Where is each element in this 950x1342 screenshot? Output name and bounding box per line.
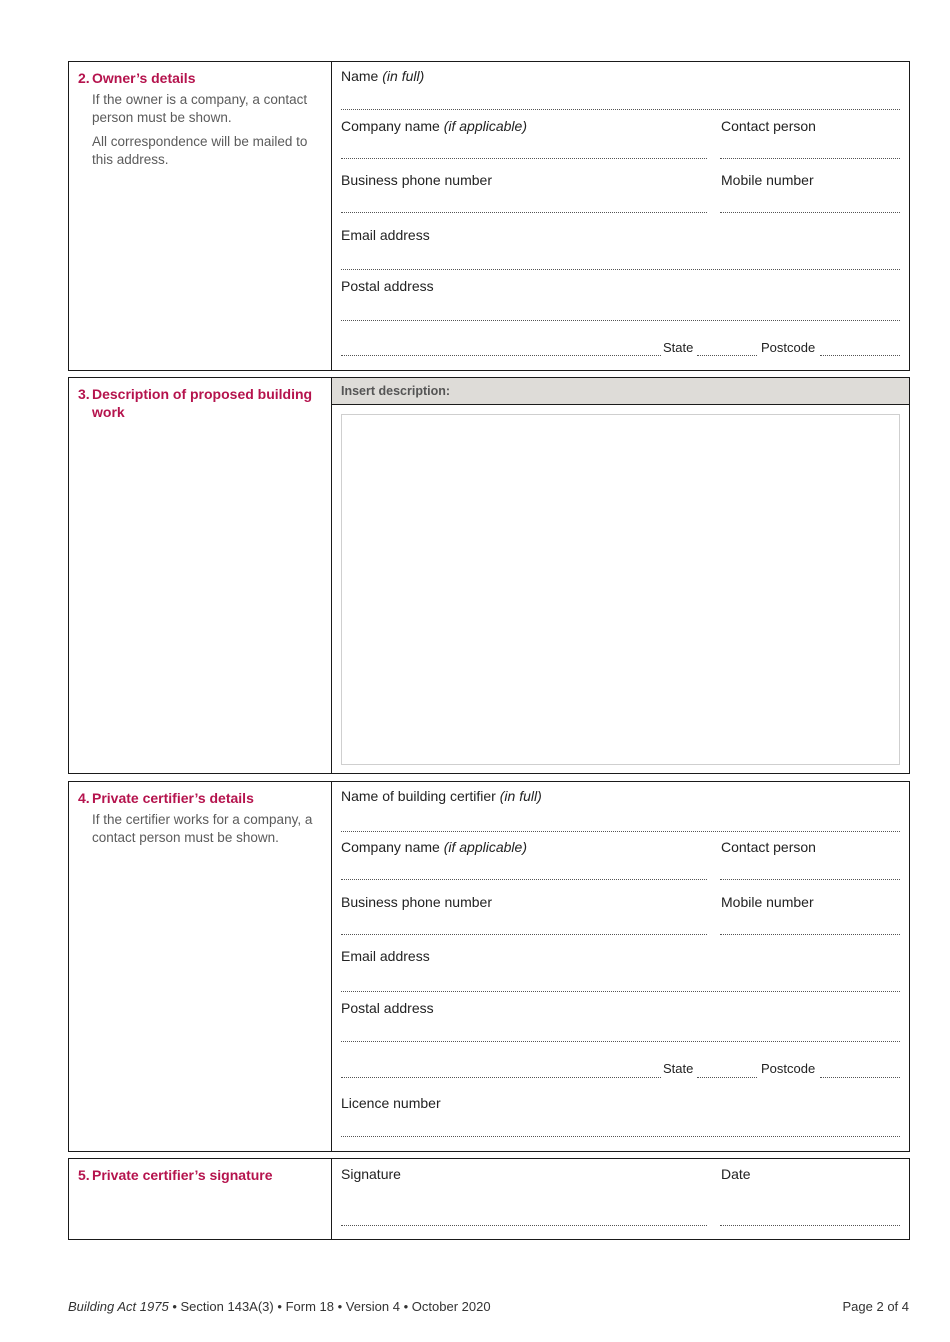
certifier-email-field[interactable] — [341, 991, 900, 992]
certifier-email-label: Email address — [341, 948, 430, 964]
licence-number-label: Licence number — [341, 1095, 441, 1111]
owner-mobile-label: Mobile number — [721, 172, 814, 188]
description-section — [68, 377, 910, 774]
separator-bullet: • — [277, 1299, 282, 1314]
footer-form-reference — [68, 1299, 491, 1314]
separator-bullet: • — [337, 1299, 343, 1314]
section-title — [78, 69, 321, 87]
certifier-mobile-label: Mobile number — [721, 894, 814, 910]
description-heading-cell — [69, 378, 332, 773]
certifier-mobile-field[interactable] — [720, 934, 900, 935]
date-field[interactable] — [720, 1225, 900, 1226]
owner-mobile-field[interactable] — [720, 212, 900, 213]
certifier-company-note: If the certifier works for a company, a contact person must be shown. — [92, 812, 313, 845]
owner-business-phone-field[interactable] — [341, 212, 707, 213]
owner-details-section — [68, 61, 910, 371]
section-title-text: Description of proposed building work — [92, 386, 313, 420]
owner-email-field[interactable] — [341, 269, 900, 270]
owner-postal-field-2[interactable] — [341, 355, 661, 356]
owner-details-heading-cell — [69, 62, 332, 370]
section-title — [78, 1166, 321, 1184]
section-title-text: Private certifier’s details — [92, 790, 254, 806]
separator-bullet: • — [172, 1299, 177, 1314]
certifier-state-field[interactable] — [697, 1077, 757, 1078]
owner-postcode-label: Postcode — [761, 340, 816, 355]
act-title: Building Act 1975 — [68, 1299, 169, 1314]
section-number: 2. — [78, 70, 90, 86]
owner-company-label: Company name (if applicable) — [341, 118, 527, 134]
section-number: 3. — [78, 386, 90, 402]
owner-contact-field[interactable] — [720, 158, 900, 159]
section-title-text: Owner’s details — [92, 70, 196, 86]
section-number: 4. — [78, 790, 90, 806]
licence-number-field[interactable] — [341, 1136, 900, 1137]
certifier-name-field[interactable] — [341, 831, 900, 832]
signature-heading-cell — [69, 1159, 332, 1239]
certifier-business-phone-field[interactable] — [341, 934, 707, 935]
signature-label: Signature — [341, 1166, 401, 1182]
owner-contact-label: Contact person — [721, 118, 816, 134]
date-label: Date — [721, 1166, 751, 1182]
version-number: Version 4 — [345, 1299, 400, 1314]
certifier-postcode-field[interactable] — [820, 1077, 900, 1078]
certifier-details-fields — [332, 782, 909, 1151]
owner-state-field[interactable] — [697, 355, 757, 356]
certifier-business-phone-label: Business phone number — [341, 894, 492, 910]
certifier-state-label: State — [663, 1061, 694, 1076]
section-title-text: Private certifier’s signature — [92, 1167, 273, 1183]
owner-postcode-field[interactable] — [820, 355, 900, 356]
certifier-postal-field-2[interactable] — [341, 1077, 661, 1078]
description-header — [332, 378, 909, 405]
description-fields — [332, 378, 909, 773]
owner-postal-label: Postal address — [341, 278, 434, 294]
signature-field[interactable] — [341, 1225, 707, 1226]
owner-name-label: Name (in full) — [341, 68, 425, 84]
certifier-postcode-label: Postcode — [761, 1061, 816, 1076]
description-textarea[interactable] — [341, 414, 900, 765]
owner-email-label: Email address — [341, 227, 430, 243]
certifier-contact-label: Contact person — [721, 839, 816, 855]
signature-section — [68, 1158, 910, 1240]
signature-fields — [332, 1159, 909, 1239]
owner-postal-field[interactable] — [341, 320, 900, 321]
section-number: 5. — [78, 1167, 90, 1183]
certifier-company-label: Company name (if applicable) — [341, 839, 527, 855]
separator-bullet: • — [403, 1299, 409, 1314]
owner-business-phone-label: Business phone number — [341, 172, 492, 188]
insert-description-label: Insert description: — [341, 384, 451, 398]
certifier-contact-field[interactable] — [720, 879, 900, 880]
version-date: October 2020 — [411, 1299, 491, 1314]
certifier-postal-field[interactable] — [341, 1041, 900, 1042]
section-reference: Section 143A(3) — [180, 1299, 274, 1314]
certifier-details-heading-cell — [69, 782, 332, 1151]
owner-state-label: State — [663, 340, 694, 355]
certifier-name-label: Name of building certifier (in full) — [341, 788, 542, 804]
owner-details-fields — [332, 62, 909, 370]
correspondence-note: All correspondence will be mailed to this address. — [92, 134, 308, 167]
owner-company-note: If the owner is a company, a contact person must be shown. — [92, 92, 308, 125]
owner-company-field[interactable] — [341, 158, 707, 159]
certifier-details-section — [68, 781, 910, 1152]
form-number: Form 18 — [285, 1299, 334, 1314]
certifier-postal-label: Postal address — [341, 1000, 434, 1016]
section-title — [78, 789, 321, 807]
owner-name-field[interactable] — [341, 109, 900, 110]
certifier-company-field[interactable] — [341, 879, 707, 880]
section-title — [78, 385, 321, 421]
page-number: Page 2 of 4 — [842, 1299, 909, 1314]
